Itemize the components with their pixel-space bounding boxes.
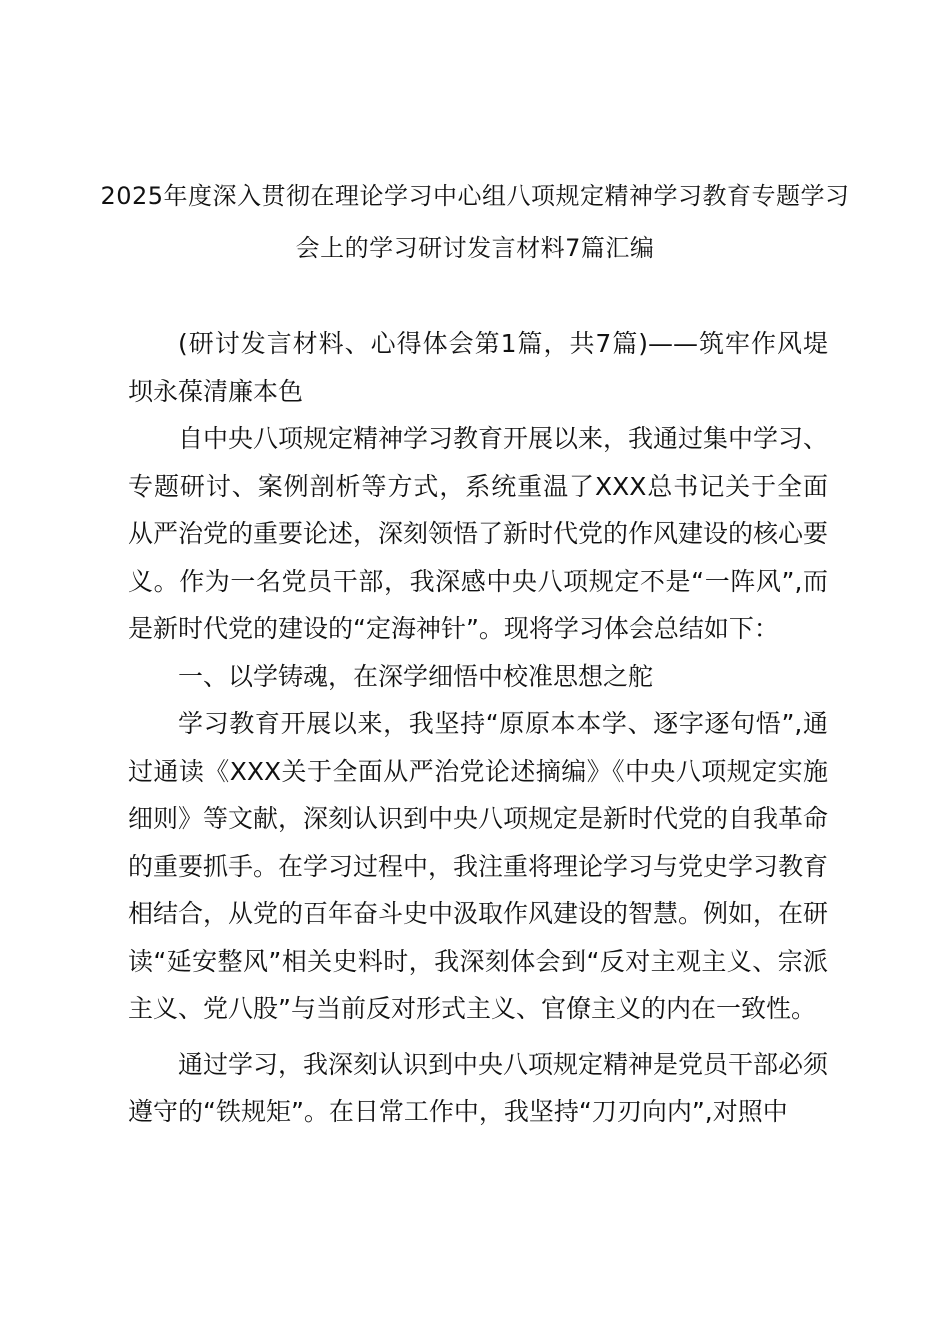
- paragraph-subtitle: (研讨发言材料、心得体会第1篇，共7篇)——筑牢作风堤坝永葆清廉本色: [128, 329, 828, 406]
- document-title: 2025年度深入贯彻在理论学习中心组八项规定精神学习教育专题学习会上的学习研讨发言材料7篇汇编: [100, 182, 850, 262]
- paragraph-intro: 自中央八项规定精神学习教育开展以来，我通过集中学习、专题研讨、案例剖析等方式，系统重温了XXX总书记关于全面从严治党的重要论述，深刻领悟了新时代党的作风建设的核心要义。作为一名党员干部，我深感中央八项规定不是“一阵风”,而是新时代党的建设的“定海神针”。现将学习体会总结如下：: [128, 424, 829, 643]
- paragraph-study: 学习教育开展以来，我坚持“原原本本学、逐字逐句悟”,通过通读《XXX关于全面从严治党论述摘编》《中央八项规定实施细则》等文献，深刻认识到中央八项规定是新时代党的自我革命的重要抓手。在学习过程中，我注重将理论学习与党史学习教育相结合，从党的百年奋斗史中汲取作风建设的智慧。例如，在研读“延安整风”相关史料时，我深刻体会到“反对主观主义、宗派主义、党八股”与当前反对形式主义、官僚主义的内在一致性。: [128, 709, 829, 1023]
- document-body: [128, 320, 828, 1136]
- section-heading: 一、以学铸魂，在深学细悟中校准思想之舵: [178, 661, 654, 691]
- paragraph-conclusion: 通过学习，我深刻认识到中央八项规定精神是党员干部必须遵守的“铁规矩”。在日常工作中，我坚持“刀刃向内”,对照中: [128, 1049, 829, 1126]
